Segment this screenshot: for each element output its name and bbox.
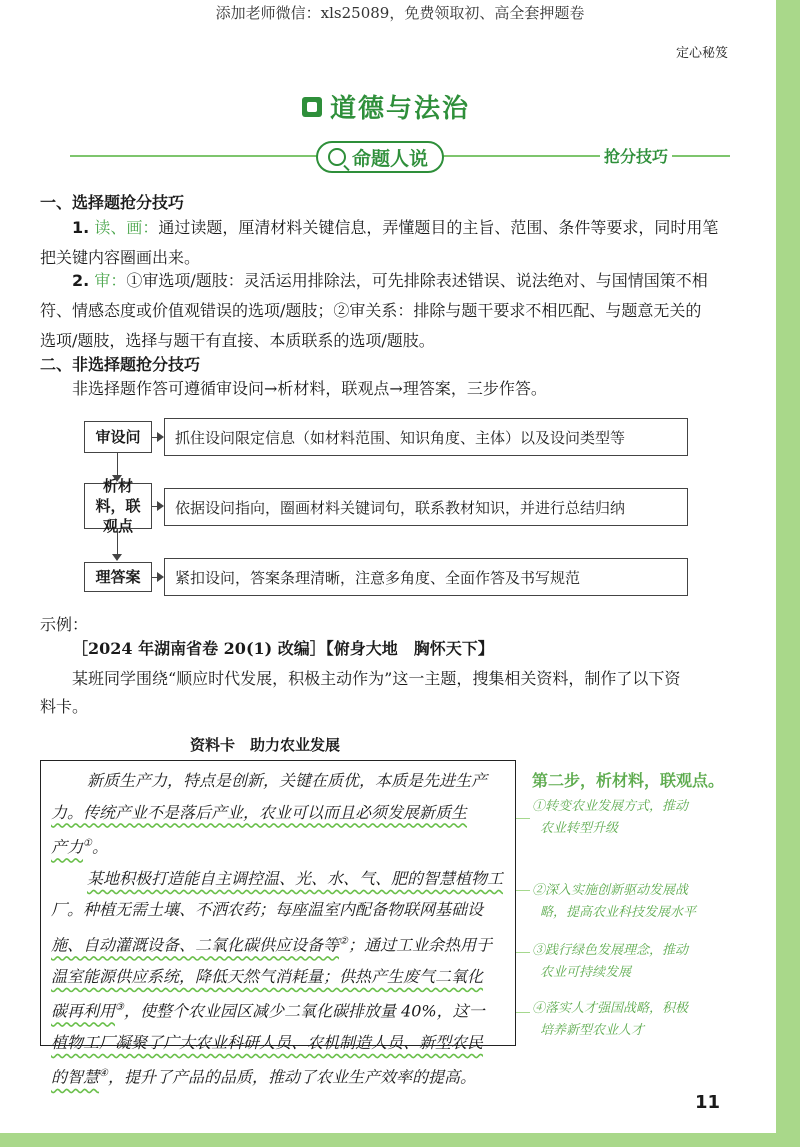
arrow-right-icon bbox=[157, 501, 164, 511]
notes-heading: 第二步，析材料，联观点。 bbox=[532, 771, 725, 790]
card-line-suffix: ；通过工业余热用于 bbox=[347, 935, 492, 955]
item2-num: 2. bbox=[72, 271, 90, 290]
item2-line1: ①审选项/题肢：灵活运用排除法，可先排除表述错误、说法绝对、与国情国策不相 bbox=[126, 271, 708, 290]
item2-line3: 选项/题肢，选择与题干有直接、本质联系的选项/题肢。 bbox=[40, 331, 435, 350]
note-line: ②深入实施创新驱动发展战 bbox=[532, 883, 689, 898]
arrow-down-icon bbox=[112, 475, 122, 482]
example-prompt-line1: 某班同学围绕“顺应时代发展，积极主动作为”这一主题，搜集相关资料，制作了以下资 bbox=[72, 669, 681, 688]
page-edge-right bbox=[776, 0, 800, 1147]
card-line-suffix: 。 bbox=[91, 837, 108, 857]
header-label: 定心秘笈 bbox=[675, 46, 728, 61]
item2-key: 审： bbox=[94, 271, 127, 290]
card-line: 碳再利用 bbox=[51, 1001, 116, 1021]
part2-heading: 二、非选择题抢分技巧 bbox=[40, 355, 201, 374]
section-pill bbox=[316, 141, 444, 173]
card-line: 施、自动灌溉设备、二氧化碳供应设备等 bbox=[51, 935, 340, 955]
note-connector bbox=[516, 818, 530, 819]
item1-line1: 通过读题，厘清材料关键信息，弄懂题目的主旨、范围、条件等要求，同时用笔 bbox=[158, 218, 719, 237]
card-line: 新质生产力，特点是创新，关键在质优，本质是先进生产 bbox=[87, 771, 488, 790]
item1-num: 1. bbox=[72, 218, 90, 237]
arrow-down-icon bbox=[112, 554, 122, 561]
example-label: 示例： bbox=[40, 615, 89, 634]
card-line: 力。传统产业不是落后产业，农业可以而且必须发展新质生 bbox=[51, 802, 468, 822]
note-1 bbox=[532, 796, 688, 840]
card-line: 的智慧 bbox=[51, 1067, 100, 1087]
arrow-right-icon bbox=[157, 432, 164, 442]
card-line: 产力 bbox=[51, 837, 84, 857]
card-line-suffix: ，使整个农业园区减少二氧化碳排放量 40%，这一 bbox=[123, 1001, 485, 1021]
note-connector bbox=[516, 1012, 530, 1013]
card-line-suffix: ，提升了产品的品质，推动了农业生产效率的提高。 bbox=[107, 1067, 476, 1087]
item1-line2: 把关键内容圈画出来。 bbox=[40, 248, 201, 267]
card-line: 温室能源供应系统，降低天然气消耗量；供热产生废气二氧化 bbox=[51, 966, 484, 986]
note-line: 农业可持续发展 bbox=[540, 965, 632, 980]
flow-step-1-desc: 抓住设问限定信息（如材料范围、知识角度、主体）以及设问类型等 bbox=[164, 418, 688, 456]
note-connector bbox=[516, 890, 530, 891]
note-2 bbox=[532, 880, 696, 924]
flow-connector bbox=[117, 453, 118, 475]
section-pill-text: 命题人说 bbox=[352, 147, 429, 170]
arrow-right-icon bbox=[157, 572, 164, 582]
footnote-mark: ② bbox=[339, 935, 348, 947]
magnifier-icon bbox=[328, 148, 346, 166]
part1-item2 bbox=[40, 266, 740, 356]
page-edge-bottom bbox=[0, 1133, 800, 1147]
footnote-mark: ① bbox=[83, 838, 92, 849]
example-source: ［2024 年湖南省卷 20(1) 改编］【俯身大地 胸怀天下】 bbox=[72, 639, 494, 658]
watermark-text: 添加老师微信：xls25089，免费领取初、高全套押题卷 bbox=[215, 4, 585, 22]
page-number: 11 bbox=[694, 1092, 720, 1113]
part1-item1 bbox=[40, 213, 740, 273]
flow-step-2-desc: 依据设问指向，圈画材料关键词句，联系教材知识，并进行总结归纳 bbox=[164, 488, 688, 526]
flow-step-3-desc: 紧扣设问，答案条理清晰，注意多角度、全面作答及书写规范 bbox=[164, 558, 688, 596]
note-3 bbox=[532, 940, 688, 984]
title-text: 道德与法治 bbox=[330, 94, 471, 124]
note-line: 略，提高农业科技发展水平 bbox=[540, 905, 697, 920]
footnote-mark: ④ bbox=[99, 1068, 108, 1080]
example-prompt-line2: 料卡。 bbox=[40, 697, 89, 716]
page-title bbox=[302, 88, 470, 125]
flow-step-2-label: 析材料，联观点 bbox=[84, 483, 152, 529]
note-line: 培养新型农业人才 bbox=[540, 1023, 645, 1038]
flow-step-3-label: 理答案 bbox=[84, 562, 152, 592]
part2-intro: 非选择题作答可遵循审设问→析材料，联观点→理答案，三步作答。 bbox=[72, 379, 547, 398]
item1-key: 读、画： bbox=[94, 218, 159, 237]
flow-connector bbox=[117, 529, 118, 554]
item2-line2: 符、情感态度或价值观错误的选项/题肢；②审关系：排除与题干要求不相匹配、与题意无关的 bbox=[40, 301, 702, 320]
card-line: 某地积极打造能自主调控温、光、水、气、肥的智慧植物工 bbox=[87, 868, 504, 888]
book-icon bbox=[302, 97, 322, 117]
part1-heading: 一、选择题抢分技巧 bbox=[40, 193, 185, 212]
card-line: 厂。种植无需土壤、不洒农药；每座温室内配备物联网基础设 bbox=[51, 900, 484, 920]
note-line: ①转变农业发展方式，推动 bbox=[532, 799, 689, 814]
note-line: 农业转型升级 bbox=[540, 821, 619, 836]
note-connector bbox=[516, 952, 530, 953]
card-line: 植物工厂凝聚了广大农业科研人员、农机制造人员、新型农民 bbox=[51, 1032, 484, 1052]
note-line: ③践行绿色发展理念，推动 bbox=[532, 943, 689, 958]
card-title: 资料卡 助力农业发展 bbox=[190, 736, 341, 754]
footnote-mark: ③ bbox=[115, 1002, 124, 1014]
material-card bbox=[40, 760, 516, 1087]
note-line: ④落实人才强国战略，积极 bbox=[532, 1001, 689, 1016]
note-4 bbox=[532, 998, 688, 1042]
flow-step-1-label: 审设问 bbox=[84, 421, 152, 453]
section-right-tag: 抢分技巧 bbox=[600, 144, 672, 167]
